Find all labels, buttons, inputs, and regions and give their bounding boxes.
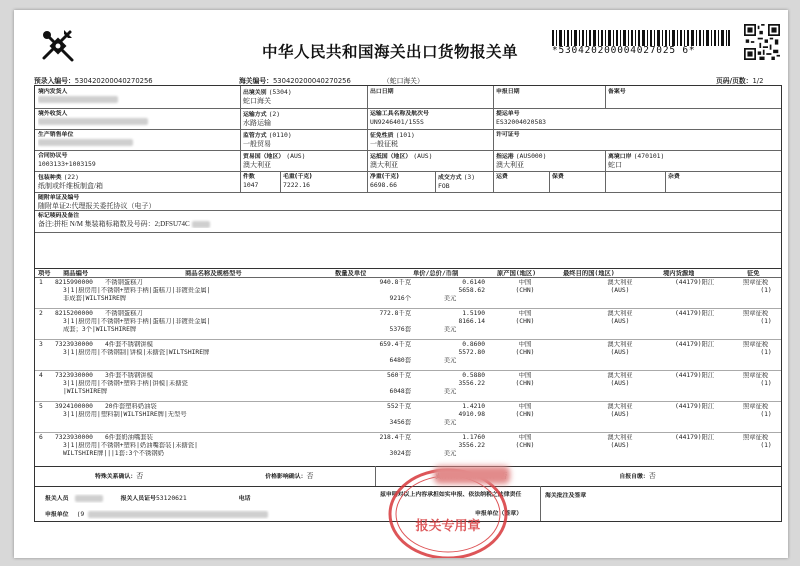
declaration-form [34, 85, 782, 522]
trade-country-cell: 贸易国（地区） (AUS) 澳大利亚 [243, 152, 306, 170]
goods-destination-code: (AUS) [610, 287, 630, 294]
goods-hs-code: 7323930000 [55, 372, 93, 379]
goods-levy: 照章征税 [743, 372, 769, 379]
goods-destination: 澳大利亚 [607, 310, 633, 317]
goods-hs-code: 7323930000 [55, 341, 93, 348]
goods-source: (44179)阳江 [675, 434, 715, 441]
goods-spec: 3|1|厨房用|不锈钢+塑料手柄|蛋糕刀|非镀贵金属| [63, 287, 211, 294]
documents-cell: 随附单证及编号 随附单证2:代理报关委托协议（电子） [38, 195, 156, 211]
customs-note-label: 海关批注及签章 [545, 493, 587, 499]
goods-currency: 美元 [443, 450, 457, 457]
goods-levy-code: (1) [760, 442, 772, 449]
goods-levy-code: (1) [760, 287, 772, 294]
net-weight-cell: 净重(千克) 6698.66 [370, 174, 399, 190]
barcode-text: *530420200004027025 6* [552, 45, 696, 56]
deal-mode-cell: 成交方式 (3) FOB [438, 173, 476, 191]
goods-destination: 澳大利亚 [607, 279, 633, 286]
goods-header-code: 商品编号 [63, 270, 89, 277]
goods-name: 20件套塑料奶油袋 [105, 403, 157, 410]
goods-item-no: 4 [39, 372, 43, 379]
goods-spec-extra: 成套；3个|WILTSHIRE牌 [63, 326, 137, 333]
package-cell: 包装种类 (22) 纸制或纤维板制盒/箱 [38, 173, 103, 191]
goods-source: (44179)阳江 [675, 279, 715, 286]
goods-levy: 照章征税 [743, 310, 769, 317]
goods-row-divider [35, 339, 781, 340]
goods-levy-code: (1) [760, 318, 772, 325]
goods-levy: 照章征税 [743, 341, 769, 348]
goods-levy-code: (1) [760, 411, 772, 418]
goods-unit-price: 1.4210 [462, 403, 485, 410]
goods-qty-weight: 659.4千克 [379, 341, 411, 348]
goods-item-no: 6 [39, 434, 43, 441]
goods-destination-code: (AUS) [610, 380, 630, 387]
gross-weight-cell: 毛重(千克) 7222.16 [283, 174, 312, 190]
dest-country-cell: 运抵国（地区） (AUS) 澳大利亚 [370, 152, 433, 170]
goods-spec: 3|1|厨房用|不锈钢+塑料手柄|蛋糕刀|非镀贵金属| [63, 318, 211, 325]
goods-origin-code: (CHN) [515, 349, 535, 356]
exit-port-cell: 离境口岸 (470101) 蛇口 [608, 152, 665, 170]
goods-origin-code: (CHN) [515, 287, 535, 294]
customs-emblem-icon [38, 26, 78, 66]
goods-row-divider [35, 401, 781, 402]
goods-item-no: 5 [39, 403, 43, 410]
record-no-cell: 备案号 [608, 89, 626, 95]
goods-name: 不锈钢蛋糕刀 [105, 279, 143, 286]
goods-spec-extra: |WILTSHIRE牌 [63, 388, 108, 395]
goods-header-dest: 最终目的国(地区) [563, 270, 615, 277]
goods-total-price: 3556.22 [458, 442, 485, 449]
goods-name: 3件套不锈钢饼模 [105, 372, 153, 379]
customs-no-field: 海关编号：530420200040270256 （蛇口海关） [239, 77, 424, 85]
goods-destination-code: (AUS) [610, 318, 630, 325]
goods-origin: 中国 [518, 341, 532, 348]
goods-unit-price: 0.6140 [462, 279, 485, 286]
goods-qty-count: 5376套 [389, 326, 411, 333]
goods-spec: 3|1|厨房用|不锈钢制|饼模|未搪瓷|WILTSHIRE牌 [63, 349, 210, 356]
goods-unit-price: 0.8600 [462, 341, 485, 348]
declaration-statement: 兹申明对以上内容承担如实申报、依法纳税之法律责任 [380, 492, 522, 498]
stamp-redaction [434, 466, 510, 484]
goods-total-price: 5572.80 [458, 349, 485, 356]
goods-row-divider [35, 432, 781, 433]
goods-levy: 照章征税 [743, 434, 769, 441]
goods-origin: 中国 [518, 434, 532, 441]
goods-source: (44179)阳江 [675, 310, 715, 317]
exit-customs-cell: 出境关别 (5304) 蛇口海关 [243, 88, 292, 106]
goods-row-divider [35, 370, 781, 371]
goods-source: (44179)阳江 [675, 341, 715, 348]
bl-cell: 提运单号 ES32004020583 [496, 111, 547, 127]
declare-date-cell: 申报日期 [496, 89, 520, 95]
goods-total-price: 5658.62 [458, 287, 485, 294]
goods-source: (44179)阳江 [675, 403, 715, 410]
goods-destination-code: (AUS) [610, 442, 630, 449]
dest-port-cell: 指运港 (AUS000) 澳大利亚 [496, 152, 547, 170]
goods-hs-code: 8215990000 [55, 279, 93, 286]
pieces-cell: 件数 1047 [243, 174, 259, 190]
goods-hs-code: 8215200000 [55, 310, 93, 317]
goods-hs-code: 3924100000 [55, 403, 93, 410]
goods-destination-code: (AUS) [610, 411, 630, 418]
goods-origin: 中国 [518, 403, 532, 410]
marks-remarks-cell: 标记唛码及备注 备注:拼柜 N/M 集装箱标箱数及号码：2;DFSU74C [38, 212, 738, 228]
goods-qty-count: 3024套 [389, 450, 411, 457]
goods-header-no: 项号 [38, 270, 51, 277]
transport-cell: 运输方式 (2) 水路运输 [243, 110, 281, 128]
goods-header-price: 单价/总价/币制 [413, 270, 459, 277]
goods-spec-extra: WILTSHIRE牌|||1套:3个不锈钢奶 [63, 450, 164, 457]
goods-qty-count: 9216个 [389, 295, 411, 302]
goods-destination: 澳大利亚 [607, 372, 633, 379]
goods-destination: 澳大利亚 [607, 341, 633, 348]
goods-origin: 中国 [518, 372, 532, 379]
goods-levy: 照章征税 [743, 279, 769, 286]
misc-fee-cell: 杂费 [668, 174, 680, 180]
goods-header-origin: 原产国(地区) [497, 270, 537, 277]
goods-levy-code: (1) [760, 380, 772, 387]
customs-declaration-page [14, 10, 788, 558]
goods-item-no: 1 [39, 279, 43, 286]
confirmations-row: 特殊关系确认：否 价格影响确认：否 自报自缴：否 [95, 472, 656, 480]
freight-cell: 运费 [496, 174, 508, 180]
insurance-cell: 保费 [552, 174, 564, 180]
goods-destination: 澳大利亚 [607, 403, 633, 410]
stamp-text: 报关专用章 [415, 519, 481, 534]
goods-origin-code: (CHN) [515, 318, 535, 325]
goods-origin: 中国 [518, 279, 532, 286]
vessel-cell: 运输工具名称及航次号 UN9246401/155S [370, 111, 429, 127]
goods-qty-count: 3456套 [389, 419, 411, 426]
goods-currency: 美元 [443, 295, 457, 302]
form-title: 中华人民共和国海关出口货物报关单 [262, 43, 519, 61]
goods-header-levy: 征免 [747, 270, 760, 277]
goods-spec-extra: 非成套|WILTSHIRE牌 [63, 295, 127, 302]
goods-hs-code: 7323930000 [55, 434, 93, 441]
goods-spec: 3|1|厨房用|塑料制|WILTSHIRE牌|无型号 [63, 411, 187, 418]
goods-origin-code: (CHN) [515, 411, 535, 418]
goods-qty-weight: 560千克 [387, 372, 411, 379]
producer-cell: 生产销售单位 [38, 131, 238, 148]
goods-unit-price: 1.1760 [462, 434, 485, 441]
goods-origin-code: (CHN) [515, 380, 535, 387]
goods-item-no: 2 [39, 310, 43, 317]
pre-entry-field: 预录入编号：530420200040270256 [34, 77, 153, 85]
goods-destination: 澳大利亚 [607, 434, 633, 441]
goods-spec: 3|1|厨房用|不锈钢+塑料|奶油嘴套装|未搪瓷| [63, 442, 198, 449]
goods-header-source: 境内货源地 [663, 270, 695, 277]
barcode-graphic [552, 30, 730, 46]
goods-qty-weight: 552千克 [387, 403, 411, 410]
goods-qty-weight: 940.8千克 [379, 279, 411, 286]
goods-header-name: 商品名称及规格型号 [185, 270, 242, 277]
goods-currency: 美元 [443, 419, 457, 426]
consignor-cell: 境内发货人 [38, 88, 238, 105]
goods-currency: 美元 [443, 357, 457, 364]
goods-name: 不锈钢蛋糕刀 [105, 310, 143, 317]
supervision-cell: 监管方式 (0110) 一般贸易 [243, 131, 292, 149]
levy-nature-cell: 征免性质 (101) 一般征税 [370, 131, 415, 149]
exit-date-cell: 出口日期 [370, 89, 394, 95]
qr-code-icon [744, 24, 780, 60]
goods-qty-weight: 772.8千克 [379, 310, 411, 317]
page-count: 页码/页数：1/2 [716, 77, 764, 85]
goods-source: (44179)阳江 [675, 372, 715, 379]
goods-row-divider [35, 308, 781, 309]
goods-levy: 照章征税 [743, 403, 769, 410]
goods-header-qty: 数量及单位 [335, 270, 367, 277]
goods-currency: 美元 [443, 326, 457, 333]
contract-cell: 合同协议号 1003133+1003159 [38, 153, 96, 169]
declaring-unit-row: 申报单位 (9 [45, 510, 365, 519]
license-cell: 许可证号 [496, 132, 520, 138]
goods-destination-code: (AUS) [610, 349, 630, 356]
declaring-unit-seal-label: 申报单位（签章） [475, 511, 523, 517]
goods-origin: 中国 [518, 310, 532, 317]
goods-name: 6件套奶油嘴套装 [105, 434, 153, 441]
goods-currency: 美元 [443, 388, 457, 395]
goods-qty-count: 6048套 [389, 388, 411, 395]
goods-qty-count: 6480套 [389, 357, 411, 364]
goods-unit-price: 0.5880 [462, 372, 485, 379]
goods-spec: 3|1|厨房用|不锈钢+塑料手柄|饼模|未搪瓷 [63, 380, 188, 387]
goods-total-price: 4910.98 [458, 411, 485, 418]
goods-total-price: 8166.14 [458, 318, 485, 325]
goods-total-price: 3556.22 [458, 380, 485, 387]
goods-name: 4件套不锈钢饼模 [105, 341, 153, 348]
goods-levy-code: (1) [760, 349, 772, 356]
goods-unit-price: 1.5190 [462, 310, 485, 317]
goods-origin-code: (CHN) [515, 442, 535, 449]
consignee-cell: 境外收货人 [38, 110, 238, 127]
goods-item-no: 3 [39, 341, 43, 348]
goods-qty-weight: 218.4千克 [379, 434, 411, 441]
declarant-row: 报关人员 报关人员证号53120621 电话 [45, 494, 251, 502]
